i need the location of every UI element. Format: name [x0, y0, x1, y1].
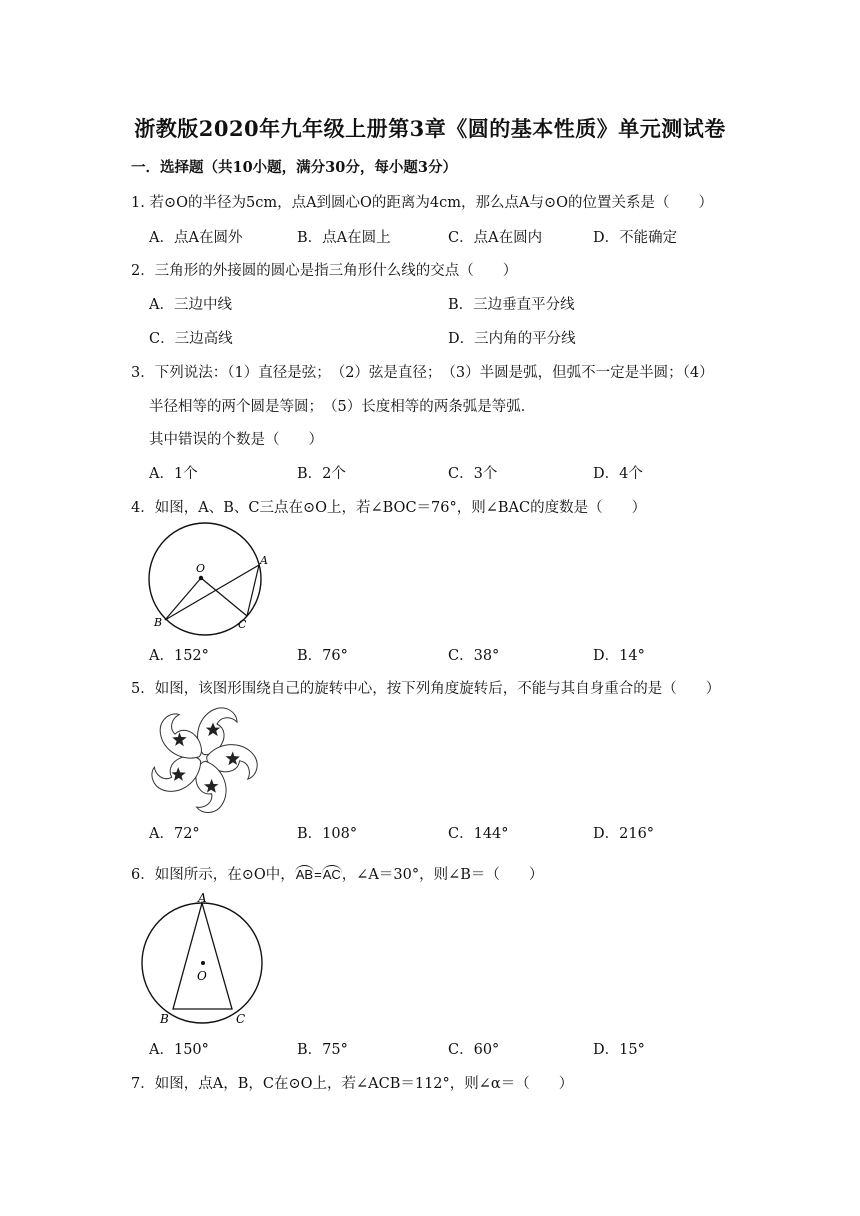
question-6-stem-suffix: ，∠A＝30°，则∠B＝（ ） — [341, 867, 544, 883]
section-heading: 一．选择题（共10小题，满分30分，每小题3分） — [131, 159, 457, 176]
triangle-abc — [173, 903, 232, 1009]
question-2-option-c: C．三边高线 — [149, 331, 233, 347]
label-a: A — [260, 554, 268, 567]
question-1-stem: 1. 若⊙O的半径为5cm，点A到圆心O的距离为4cm，那么点A与⊙O的位置关系是（ ） — [131, 195, 714, 211]
question-4-stem: 4．如图，A、B、C三点在⊙O上，若∠BOC＝76°，则∠BAC的度数是（ ） — [131, 500, 647, 516]
question-3-option-d: D．4个 — [593, 466, 643, 482]
arc-ab: AB — [295, 867, 314, 882]
label-b: B — [154, 616, 163, 629]
segment-ob — [165, 578, 201, 620]
circle-triangle-diagram — [143, 522, 283, 637]
question-5-option-d: D．216° — [593, 826, 655, 842]
question-5-option-c: C．144° — [448, 826, 509, 842]
question-2-stem: 2．三角形的外接圆的圆心是指三角形什么线的交点（ ） — [131, 263, 518, 279]
question-6-option-b: B．75° — [297, 1042, 348, 1058]
question-3-stem-line-1: 3．下列说法：（1）直径是弦； （2）弦是直径； （3）半圆是弧，但弧不一定是半圆；（4） — [131, 365, 714, 381]
document-title: 浙教版2020年九年级上册第3章《圆的基本性质》单元测试卷 — [134, 116, 726, 141]
question-1-option-a: A．点A在圆外 — [149, 230, 243, 246]
question-7-stem: 7．如图，点A，B，C在⊙O上，若∠ACB＝112°，则∠α＝（ ） — [131, 1076, 574, 1092]
label-o: O — [196, 562, 206, 575]
question-4-option-b: B．76° — [297, 648, 348, 664]
label-b: B — [160, 1012, 169, 1026]
question-2-option-d: D．三内角的平分线 — [448, 331, 576, 347]
question-5-figure — [145, 700, 265, 815]
question-1-option-b: B．点A在圆上 — [297, 230, 391, 246]
label-c: C — [236, 1012, 246, 1026]
flower-group — [146, 708, 261, 815]
question-1-option-c: C．点A在圆内 — [448, 230, 543, 246]
label-o: O — [197, 969, 207, 983]
question-4-option-c: C．38° — [448, 648, 500, 664]
question-3-option-b: B．2个 — [297, 466, 346, 482]
question-3-option-a: A．1个 — [149, 466, 198, 482]
label-a: A — [198, 893, 207, 905]
isosceles-triangle-diagram — [140, 893, 270, 1028]
question-4-option-a: A．152° — [149, 648, 209, 664]
equals-sign: = — [314, 867, 322, 882]
center-point — [201, 961, 205, 965]
question-6-option-d: D．15° — [593, 1042, 645, 1058]
question-2-option-b: B．三边垂直平分线 — [448, 297, 575, 313]
question-4-option-d: D．14° — [593, 648, 645, 664]
arc-ac: AC — [322, 867, 341, 882]
segment-ba — [165, 565, 259, 620]
bauhinia-flower-diagram — [145, 700, 265, 815]
question-3-stem-line-2: 半径相等的两个圆是等圆； （5）长度相等的两条弧是等弧． — [149, 399, 536, 415]
question-6-option-c: C．60° — [448, 1042, 500, 1058]
question-3-option-c: C．3个 — [448, 466, 498, 482]
question-3-stem-line-3: 其中错误的个数是（ ） — [149, 432, 323, 448]
question-5-option-b: B．108° — [297, 826, 358, 842]
question-6-stem-prefix: 6．如图所示，在⊙O中， — [131, 867, 295, 883]
question-6-figure — [140, 893, 270, 1028]
segment-oc — [201, 578, 247, 616]
question-4-figure — [143, 522, 283, 637]
question-2-option-a: A．三边中线 — [149, 297, 232, 313]
question-1-option-d: D．不能确定 — [593, 230, 678, 246]
question-6-stem — [131, 863, 543, 884]
question-5-stem: 5．如图，该图形围绕自己的旋转中心，按下列角度旋转后，不能与其自身重合的是（ ） — [131, 681, 721, 697]
question-6-option-a: A．150° — [149, 1042, 209, 1058]
label-c: C — [238, 618, 247, 631]
question-5-option-a: A．72° — [149, 826, 200, 842]
